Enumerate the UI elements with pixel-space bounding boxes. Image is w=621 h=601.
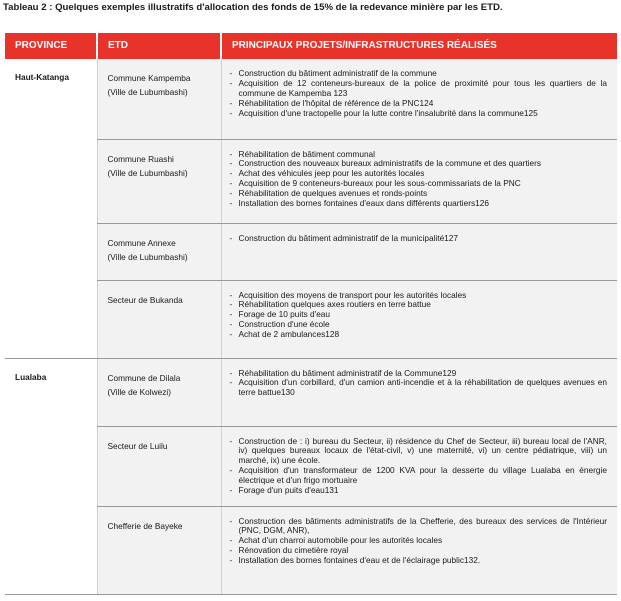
project-list [230,150,608,210]
projects-cell [221,426,617,506]
project-item: - Réhabilitation du bâtiment administratif de la Commune129 [230,369,608,379]
etd-city: (Ville de Lubumbashi) [107,167,188,178]
project-item: - Installation des bornes fontaines d'eaux dans différents quartiers126 [230,199,608,209]
etd-cell [97,506,221,594]
table-body [5,59,617,594]
table-caption: Tableau 2 : Quelques exemples illustratifs d'allocation des fonds de 15% de la redevance minière par les ETD. [3,2,503,13]
project-item: - Construction de : i) bureau du Secteur, ii) résidence du Chef de Secteur, iii) bureau local de l'ANR, iv) quelques bureaux locaux de l'état-civil, v) une maternité, vi) un centre pédiatrique, viii) un marché, ix) une école. [230,437,608,467]
project-list [230,291,608,341]
project-item: - Installation des bornes fontaines d'eau et de l'éclairage public132. [230,556,608,566]
allocation-table [5,33,617,595]
project-list [230,517,608,567]
project-item: - Forage d'un puits d'eau131 [230,486,608,496]
etd-name: Secteur de Bukanda [107,294,183,305]
project-item: - Construction des nouveaux bureaux administratifs de la commune et des quartiers [230,159,608,169]
table-row [5,223,617,280]
etd-cell [97,139,221,223]
projects-cell [221,59,617,139]
projects-cell [221,358,617,426]
project-item: - Réhabilitation de l'hôpital de référence de la PNC124 [230,99,608,109]
project-item: - Acquisition d'un transformateur de 1200 KVA pour la desserte du village Lualaba en énergie électrique et d'un frigo mortuaire [230,466,608,486]
etd-name: Commune de Dilala [107,372,181,383]
etd-cell [97,358,221,426]
projects-cell [221,280,617,358]
header-projects: PRINCIPAUX PROJETS/INFRASTRUCTURES RÉALISÉS [221,33,617,59]
etd-name: Commune Kampemba [107,73,191,83]
header-etd: ETD [97,33,221,59]
projects-cell [221,506,617,594]
projects-cell [221,139,617,223]
project-list [230,234,608,244]
etd-cell [97,426,221,506]
table-row [5,59,617,139]
project-list [230,369,608,399]
project-item: - Construction du bâtiment administratif de la commune [230,69,608,79]
project-item: - Acquisition de 9 conteneurs-bureaux pour les sous-commissariats de la PNC [230,179,608,189]
table-row [5,426,617,506]
project-item: - Acquisition des moyens de transport pour les autorités locales [230,291,608,301]
etd-city: (Ville de Kolwezi) [107,386,171,397]
project-list [230,437,608,497]
project-item: - Réhabilitation de quelques avenues et ronds-points [230,189,608,199]
etd-cell [97,280,221,358]
project-item: - Acquisition d'un corbillard, d'un camion anti-incendie et à la réhabilitation de quelques avenues en terre battue130 [230,378,608,398]
project-list [230,69,608,119]
project-item: - Rénovation du cimetière royal [230,546,608,556]
header-province: PROVINCE [5,33,97,59]
project-item: - Construction des bâtiments administratifs de la Chefferie, des bureaux des services de l'Intérieur (PNC, DGM, ANR), [230,517,608,537]
etd-name: Secteur de Luilu [107,440,168,451]
project-item: - Réhabilitation quelques axes routiers en terre battue [230,300,608,310]
etd-cell [97,59,221,139]
project-item: - Achat de 2 ambulances128 [230,330,608,340]
table-header-row [5,33,617,59]
project-item: - Acquisition d'une tractopelle pour la lutte contre l'insalubrité dans la commune125 [230,109,608,119]
etd-city: (Ville de Lubumbashi) [107,87,188,98]
province-cell: Haut-Katanga [5,59,97,358]
etd-city: (Ville de Lubumbashi) [107,251,188,262]
table-row [5,280,617,358]
project-item: - Acquisition de 12 conteneurs-bureaux de la police de proximité pour tous les quartiers de la commune de Kampemba 123 [230,79,608,99]
project-item: - Achat d'un charroi automobile pour les autorités locales [230,536,608,546]
project-item: - Achat des véhicules jeep pour les autorités locales [230,169,608,179]
project-item: - Construction d'une école [230,320,608,330]
project-item: - Construction du bâtiment administratif de la municipalité127 [230,234,608,244]
etd-name: Commune Annexe [107,237,176,248]
project-item: - Réhabilitation de bâtiment communal [230,150,608,160]
province-cell: Lualaba [5,358,97,594]
table-row [5,506,617,594]
project-item: - Forage de 10 puits d'eau [230,310,608,320]
etd-name: Chefferie de Bayeke [107,520,183,531]
etd-name: Commune Ruashi [107,153,174,164]
table-row [5,139,617,223]
projects-cell [221,223,617,280]
etd-cell [97,223,221,280]
table-row [5,358,617,426]
